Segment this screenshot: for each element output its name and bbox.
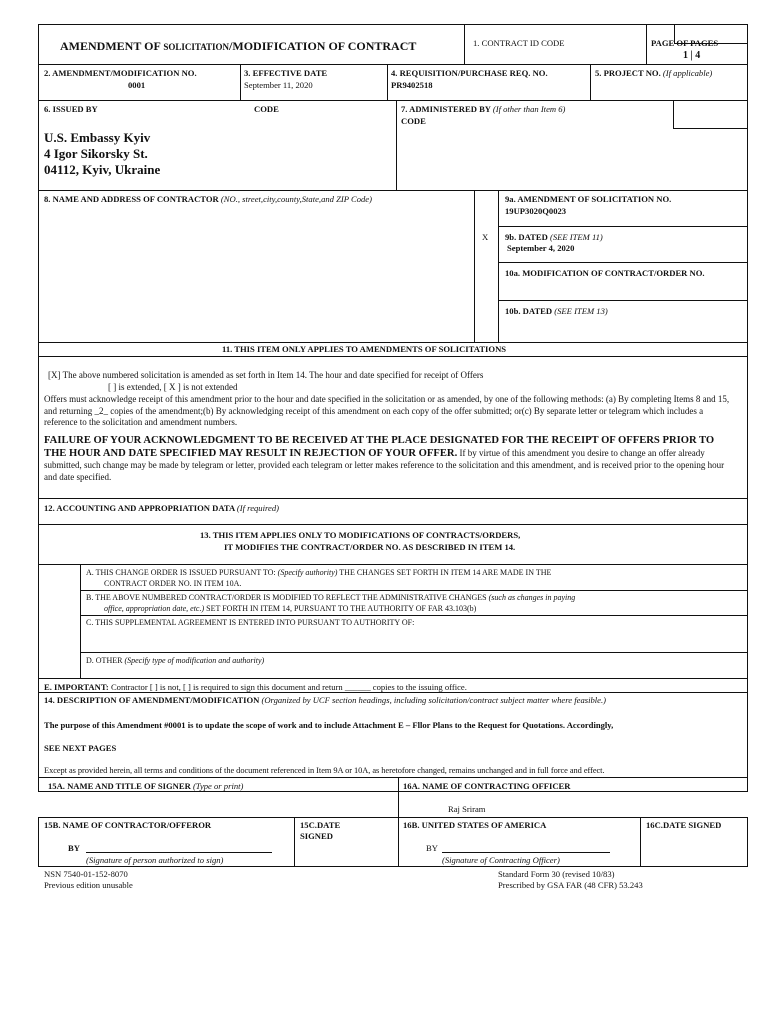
item-e-important: E. IMPORTANT: Contractor [ ] is not, [ ] is required to sign this document and return ______ copies to the issuing office. <box>44 682 467 692</box>
effective-date-value[interactable]: September 11, 2020 <box>244 80 313 90</box>
signer-16a-label: 16A. NAME OF CONTRACTING OFFICER <box>403 781 571 791</box>
footer-previous-edition: Previous edition unusable <box>44 880 133 890</box>
item-10b-label: 10b. DATED (SEE ITEM 13) <box>505 306 608 316</box>
signer-15c-label-1: 15C.DATE <box>300 820 341 830</box>
item-9a-value[interactable]: 19UP3020Q0023 <box>505 206 567 216</box>
item-9b-checkmark[interactable]: X <box>482 232 489 242</box>
page-label: PAGE OF PAGES <box>651 38 719 48</box>
requisition-no-label: 4. REQUISITION/PURCHASE REQ. NO. <box>391 68 548 78</box>
contracting-officer-name[interactable]: Raj Sriram <box>448 804 486 814</box>
signer-16c-label: 16C.DATE SIGNED <box>646 820 722 830</box>
contractor-signature-line[interactable] <box>86 852 272 853</box>
item-11-instructions: Offers must acknowledge receipt of this amendment prior to the hour and date specified in the solicitation or as amended, by one of the following methods: (a) By completing Items 8 and 15, and returning _2_ copies of the amendment;(b) By acknowledging receipt of this amendment on each copy of the offer submitted; or(c) By separate letter or telegram which includes a reference to the solicitation and amendment numbers. <box>44 394 730 427</box>
footer-standard-form: Standard Form 30 (revised 10/83) <box>498 869 615 879</box>
officer-by-label: BY <box>426 843 438 853</box>
project-no-label: 5. PROJECT NO. (If applicable) <box>595 68 713 78</box>
item-9a-label: 9a. AMENDMENT OF SOLICITATION NO. <box>505 194 672 204</box>
officer-signature-caption: (Signature of Contracting Officer) <box>442 855 560 865</box>
administered-by-label: 7. ADMINISTERED BY (If other than Item 6) <box>401 104 566 114</box>
item-11-line-1: [X] The above numbered solicitation is amended as set forth in Item 14. The hour and date specified for receipt of Offers <box>48 370 484 380</box>
issuer-address-line-1[interactable]: U.S. Embassy Kyiv <box>44 130 151 145</box>
item-14-except: Except as provided herein, all terms and conditions of the document referenced in Item 9A or 10A, as heretofore changed, remains unchanged and in full force and effect. <box>44 766 605 775</box>
issued-by-label: 6. ISSUED BY <box>44 104 98 114</box>
officer-signature-line[interactable] <box>442 852 610 853</box>
form-title: AMENDMENT OF SOLICITATION/MODIFICATION OF CONTRACT <box>60 39 417 53</box>
contractor-label: 8. NAME AND ADDRESS OF CONTRACTOR (NO., street,city,county,State,and ZIP Code) <box>44 194 372 204</box>
item-11-line-2: [ ] is extended, [ X ] is not extended <box>108 382 238 392</box>
item-14-purpose[interactable]: The purpose of this Amendment #0001 is to update the scope of work and to include Attachment E – Fllor Plans to the Request for Quotations. Accordingly, <box>44 720 614 730</box>
issuer-address-line-3[interactable]: 04112, Kyiv, Ukraine <box>44 162 161 177</box>
footer-prescribed-by: Prescribed by GSA FAR (48 CFR) 53.243 <box>498 880 643 890</box>
item-9b-label: 9b. DATED (SEE ITEM 11) <box>505 232 603 242</box>
item-13-b: B. THE ABOVE NUMBERED CONTRACT/ORDER IS MODIFIED TO REFLECT THE ADMINISTRATIVE CHANGES (such as changes in paying <box>86 593 576 602</box>
item-11-warning: FAILURE OF YOUR ACKNOWLEDGMENT TO BE RECEIVED AT THE PLACE DESIGNATED FOR THE RECEIPT OF OFFERS PRIOR TO THE HOUR AND DATE SPECIFIED MAY RESULT IN REJECTION OF YOUR OFFER. If by virtue of this amendment you desire to change an offer already submitted, such change may be made by telegram or letter, provided each telegram or letter makes reference to the solicitation and this amendment, and is received prior to the opening hour and date specified. <box>44 435 725 482</box>
signer-15c-label-2: SIGNED <box>300 831 333 841</box>
issued-code-label: CODE <box>254 104 279 114</box>
item-14-label: 14. DESCRIPTION OF AMENDMENT/MODIFICATION (Organized by UCF section headings, including solicitation/contract subject matter where feasible.) <box>44 695 606 705</box>
amendment-no-label: 2. AMENDMENT/MODIFICATION NO. <box>44 68 197 78</box>
item-10a-label: 10a. MODIFICATION OF CONTRACT/ORDER NO. <box>505 268 705 278</box>
item-13-heading-1: 13. THIS ITEM APPLIES ONLY TO MODIFICATIONS OF CONTRACTS/ORDERS, <box>200 530 521 540</box>
requisition-no-value[interactable]: PR9402518 <box>391 80 433 90</box>
item-13-a: A. THIS CHANGE ORDER IS ISSUED PURSUANT TO: (Specify authority) THE CHANGES SET FORTH IN ITEM 14 ARE MADE IN THE <box>86 568 552 577</box>
page-number: 1 | 4 <box>683 50 701 61</box>
item-13-c: C. THIS SUPPLEMENTAL AGREEMENT IS ENTERED INTO PURSUANT TO AUTHORITY OF: <box>86 618 415 627</box>
contractor-by-label: BY <box>68 843 80 853</box>
item-13-heading-2: IT MODIFIES THE CONTRACT/ORDER NO. AS DESCRIBED IN ITEM 14. <box>224 542 516 552</box>
item-13-a-cont: CONTRACT ORDER NO. IN ITEM 10A. <box>104 579 242 588</box>
item-11-heading: 11. THIS ITEM ONLY APPLIES TO AMENDMENTS OF SOLICITATIONS <box>222 344 507 354</box>
amendment-no-value[interactable]: 0001 <box>128 80 146 90</box>
administered-code-label: CODE <box>401 116 426 126</box>
issuer-address-line-2[interactable]: 4 Igor Sikorsky St. <box>44 146 148 161</box>
item-9b-value[interactable]: September 4, 2020 <box>507 243 575 253</box>
item-13-b-cont: office, appropriation date, etc.) SET FORTH IN ITEM 14, PURSUANT TO THE AUTHORITY OF FAR 43.103(b) <box>104 604 477 613</box>
footer-nsn: NSN 7540-01-152-8070 <box>44 869 128 879</box>
signer-15a-label: 15A. NAME AND TITLE OF SIGNER (Type or print) <box>48 781 244 791</box>
item-13-d: D. OTHER (Specify type of modification and authority) <box>86 656 265 665</box>
contract-id-label: 1. CONTRACT ID CODE <box>473 38 565 48</box>
item-14-see-next[interactable]: SEE NEXT PAGES <box>44 743 117 753</box>
signer-16b-label: 16B. UNITED STATES OF AMERICA <box>403 820 547 830</box>
contractor-signature-caption: (Signature of person authorized to sign) <box>86 855 224 865</box>
item-12-label: 12. ACCOUNTING AND APPROPRIATION DATA (If required) <box>44 503 279 513</box>
signer-15b-label: 15B. NAME OF CONTRACTOR/OFFEROR <box>44 820 212 830</box>
effective-date-label: 3. EFFECTIVE DATE <box>244 68 328 78</box>
